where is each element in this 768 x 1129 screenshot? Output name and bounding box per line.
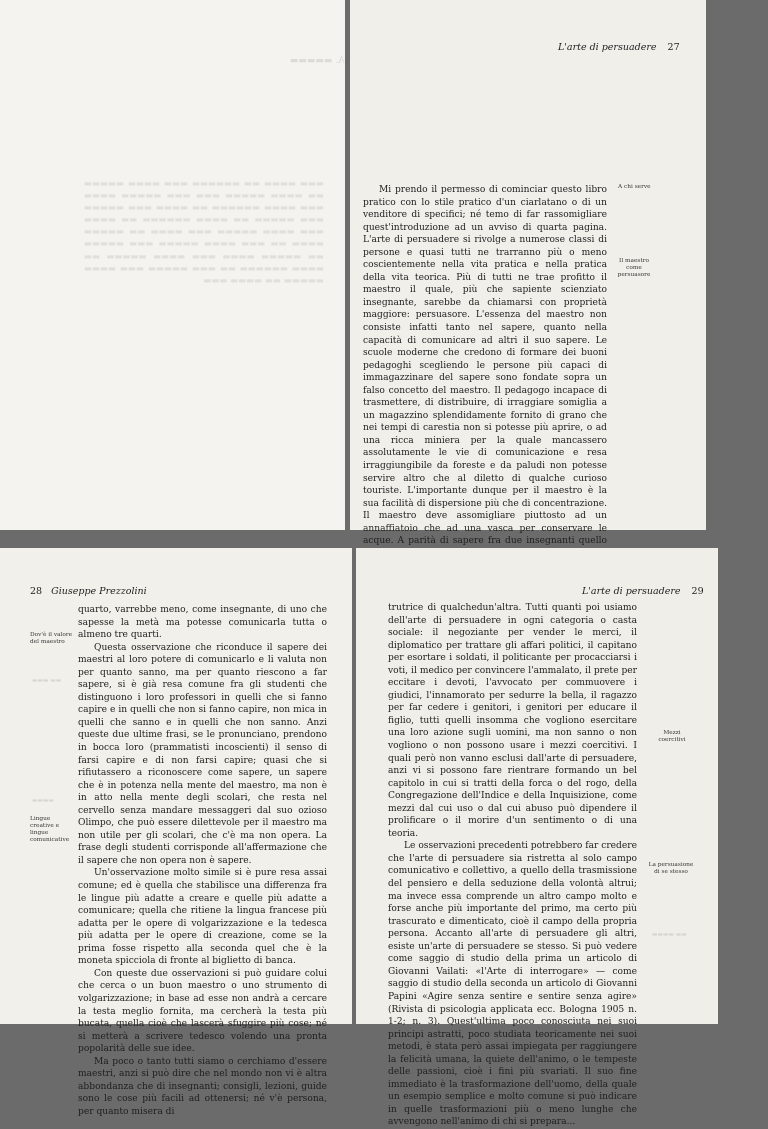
margin-note: A chi serve	[618, 184, 651, 190]
margin-note: Dov'è il valore del maestro	[30, 632, 73, 645]
running-header	[558, 42, 680, 53]
body-paragraph: Mi prendo il permesso di cominciar questo libro pratico con lo stile pratico d'un ciarlatano o di un venditore di specifici; né temo di far rassomigliare quest'introduzione ad un avviso di quarta pagina. L'arte di persuadere si rivolge a numerose classi di persone e quasi tutti ne trarranno più o meno coscientemente nella vita pratica e nella pratica della vita teorica. Più di tutti ne trae profitto il maestro il quale, più che sapiente scienziato insegnante, sarebbe da chiamarsi con proprietà maggiore: persuasore. L'essenza del maestro non consiste infatti tanto nel sapere, quanto nella capacità di comunicare ad altri il suo sapere. Le scuole moderne che credono di formare dei buoni pedagoghi scegliendo le persone più capaci di immagazzinare del sapere sono fondate sopra un falso concetto del maestro. Il pedagogo incapace di trasmettere, di distribuire, di irraggiare somiglia a un magazzino splendidamente fornito di grano che nei tempi di carestia non si potesse più aprire, o ad una ricca miniera per la quale mancassero assolutamente le vie di comunicazione e resa irraggiungibile da foreste e da paludi non potesse servire altro che al diletto di qualche curioso touriste. L'importante dunque per il maestro è la sua facilità di dispersione più che di concentrazione. Il maestro deve assomigliare piuttosto ad un annaffiatoio che ad una vasca per conservare le acque. A parità di sapere fra due insegnanti quello	[363, 185, 607, 547]
bleed-through-note: ▬▬▬▬	[32, 798, 54, 804]
page-number: 29	[691, 586, 704, 597]
running-header	[30, 586, 147, 597]
running-header-title: Giuseppe Prezzolini	[51, 586, 147, 597]
running-header-title: L'arte di persuadere	[582, 586, 681, 597]
page-27	[350, 0, 706, 547]
bleed-through-header: A. ▬▬▬▬▬	[290, 56, 345, 66]
bleed-through-note: ▬▬▬ ▬▬	[32, 678, 62, 684]
body-text	[78, 604, 327, 1118]
body-paragraph: quarto, varrebbe meno, come insegnante, di uno che sapesse la metà ma potesse comunicarla tutta o almeno tre quarti.	[78, 605, 327, 641]
blank-left-page	[0, 0, 345, 530]
body-paragraph: Con queste due osservazioni si può guidare colui che cerca o un buon maestro o uno strumento di volgarizzazione; in base ad esse non andrà a cercare la testa meglio fornita, ma cercherà la testa più bucata, quella cioè che lascerà sfuggire più cose; né si metterà a scrivere tedesco volendo una pronta popolarità delle sue idee.	[78, 968, 327, 1055]
page-number: 27	[667, 42, 680, 53]
bleed-through-note: ▬▬▬▬ ▬▬	[652, 932, 687, 938]
body-paragraph: Questa osservazione che riconduce il sapere dei maestri al loro potere di comunicarlo e li valuta non per quanto sanno, ma per quanto riescono a far sapere, si è già resa comune fra gli studenti che distinguono i loro professori in quelli che si fanno capire e in quelli che non si fanno capire, non mica in quelli che sanno e in quelli che non sanno. Anzi queste due ultime frasi, se le pronunciano, prendono in bocca loro (prammatisti incoscienti) il senso di farsi capire e di non farsi capire; quasi che si rifiutassero a riconoscere come sapere, un sapere che è in potenza nella mente del maestro, ma non è in atto nella mente degli scolari, che resta nel cervello senza mandare messaggeri dal suo ozioso Olimpo, che può essere dilettevole per il maestro ma non utile per gli scolari, che c'è ma non opera. La frase degli studenti corrisponde all'affermazione che il sapere che non opera non è sapere.	[78, 642, 327, 866]
margin-note: Lingue creative e lingue comunicative	[30, 816, 70, 843]
page-number: 28	[30, 586, 43, 597]
margin-note: La persuasione di se stesso	[648, 862, 694, 875]
page-28	[0, 548, 352, 1117]
margin-note: Mezzi coercitivi	[658, 730, 686, 743]
body-text	[388, 602, 637, 1129]
body-paragraph: Le osservazioni precedenti potrebbero far credere che l'arte di persuadere sia ristretta al solo campo comunicativo e collettivo, a quello della trasmissione del pensiero e della seduzione della volontà altrui; ma invece essa comprende un altro campo molto e forse anche più importante del primo, ma certo più trascurato e dimenticato, cioè il campo della propria persona. Accanto all'arte di persuadere gli altri, esiste un'arte di persuadere se stesso. Si può vedere come saggio di studio della prima un articolo di Giovanni Vailati: «l'Arte di interrogare» — come saggio di studio della seconda un articolo di Giovanni Papini «Agire senza sentire e sentire senza agire» (Rivista di psicologia applicata ecc. Bologna 1905 n. 1-2; n. 3). Quest'ultima poco conosciuta nei suoi principi astratti, poco studiata teoricamente nei suoi metodi, è stata però assai impiegata per raggiungere la felicità umana, la quiete dell'animo, o le tempeste delle passioni, cioè i fini più svariati. Il suo fine immediato è la trasformazione dell'uomo, della quale un esempio semplice e molto comune si può indicare in quelle trasformazioni più o meno lunghe che avvengono nell'animo di chi si prepara...	[388, 841, 637, 1128]
body-paragraph: Un'osservazione molto simile si è pure resa assai comune; ed è quella che stabilisce una differenza fra le lingue più adatte a creare e quelle più adatte a comunicare; quella che ritiene la lingua francese più adatta per le opere di volgarizzazione e la tedesca più adatta per le opere di creazione, come se la prima fosse rispetto alla seconda quel che è la moneta spicciola di fronte al biglietto di banca.	[78, 868, 327, 967]
body-paragraph: Ma poco o tanto tutti siamo o cerchiamo d'essere maestri, anzi si può dire che nel mondo non vi è altra abbondanza che di insegnanti; consigli, lezioni, guide sono le cose più facili ad ottenersi; né v'è persona, per quanto misera di	[78, 1056, 327, 1117]
margin-note: Il maestro come persuasore	[617, 258, 651, 278]
bleed-through-text: ▬▬▬ ▬▬▬▬ ▬▬ ▬▬▬▬▬▬ ▬▬▬ ▬▬▬▬ ▬▬▬▬▬ ▬▬ ▬▬▬▬ ▬▬▬▬▬ ▬▬▬ ▬▬▬ ▬▬▬▬▬ ▬▬▬▬ ▬▬▬ ▬▬▬▬ ▬▬▬▬▬▬ ▬▬ ▬▬▬▬ ▬▬▬ ▬▬▬▬▬ ▬▬▬ ▬▬▬▬▬ ▬▬ ▬▬▬▬ ▬▬▬▬▬▬ ▬▬ ▬▬▬▬ ▬▬▬ ▬▬▬▬ ▬▬▬▬▬ ▬▬▬ ▬▬▬▬ ▬▬ ▬▬▬▬▬ ▬▬▬▬ ▬▬ ▬▬▬ ▬▬▬▬ ▬▬▬▬▬ ▬▬▬ ▬▬▬▬▬ ▬▬ ▬▬▬▬▬ ▬▬▬▬ ▬▬▬ ▬▬▬▬ ▬▬▬▬▬ ▬▬ ▬▬▬▬ ▬▬▬▬▬▬ ▬▬ ▬▬▬ ▬▬▬▬▬ ▬▬▬ ▬▬▬▬ ▬▬▬▬▬ ▬▬ ▬▬▬▬ ▬▬▬	[84, 179, 324, 286]
page-29	[356, 548, 718, 1128]
body-paragraph: trutrice di qualchedun'altra. Tutti quanti poi usiamo dell'arte di persuadere in ogni categoria o casta sociale: il negoziante per vender le merci, il diplomatico per trattare gli affari politici, il capitano per esortare i soldati, il politicante per procacciarsi i voti, il medico per convincere l'ammalato, il prete per eccitare i devoti, l'avvocato per commuovere i giudici, l'innamorato per sedurre la bella, il ragazzo per far cedere i genitori, i genitori per educare il figlio, tutti quelli insomma che vogliono esercitare una loro azione sugli uomini, ma non sanno o non vogliono o non possono usare i mezzi coercitivi. I quali però non vanno esclusi dall'arte di persuadere, anzi vi si possono fare rientrare formando un bel capitolo in cui si tratti della forca o del rogo, della Congregazione dell'Indice e della Inquisizione, come mezzi dal cui uso o dal cui abuso può dipendere il prolificare o il morire d'un sentimento o di una teoria.	[388, 603, 637, 839]
running-header-title: L'arte di persuadere	[558, 42, 657, 53]
running-header	[582, 586, 704, 597]
